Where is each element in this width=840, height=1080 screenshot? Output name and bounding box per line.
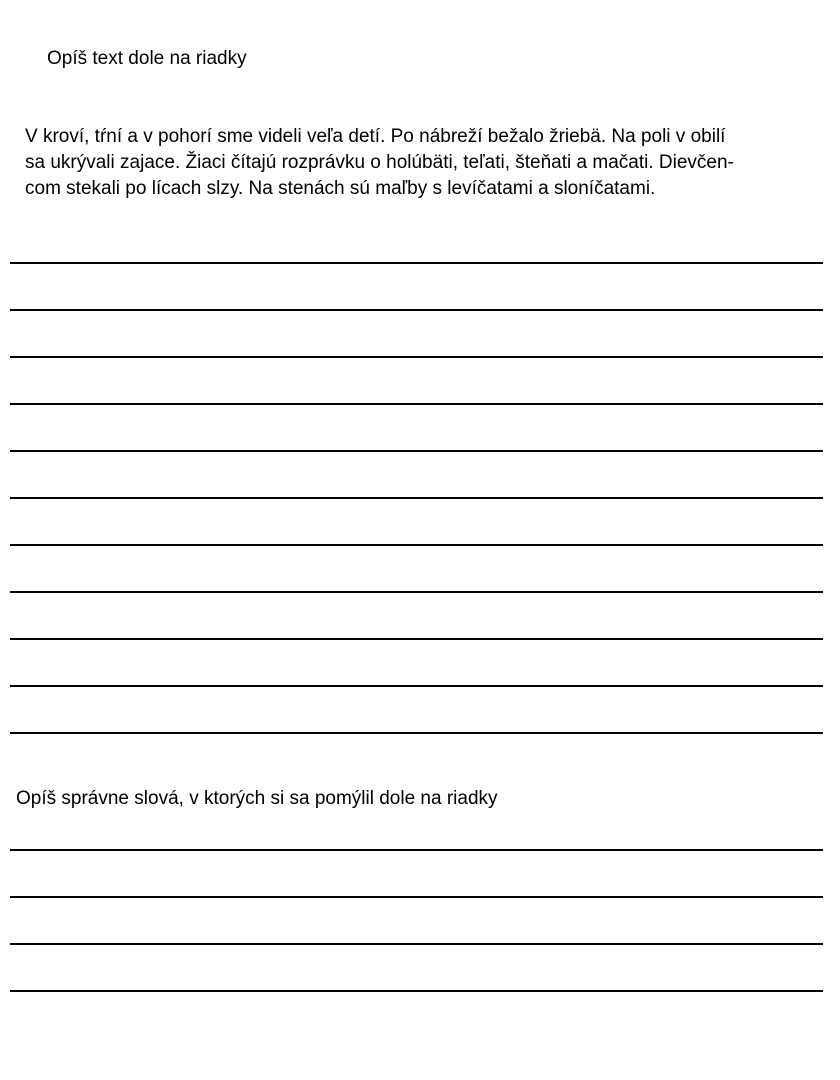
writing-line [10,591,823,593]
writing-line [10,849,823,851]
writing-line [10,309,823,311]
writing-line [10,990,823,992]
passage-line: sa ukrývali zajace. Žiaci čítajú rozprávku o holúbäti, teľati, šteňati a mačati. Dievčen- [25,152,734,173]
writing-line [10,450,823,452]
passage-line: V kroví, tŕní a v pohorí sme videli veľa detí. Po nábreží bežalo žriebä. Na poli v obilí [25,126,726,147]
writing-line [10,497,823,499]
passage-line: com stekali po lícach slzy. Na stenách sú maľby s levíčatami a sloníčatami. [25,178,656,199]
instruction-corrections-text: Opíš správne slová, v ktorých si sa pomýlil dole na riadky [16,788,498,809]
writing-line [10,732,823,734]
writing-line [10,403,823,405]
writing-line [10,638,823,640]
writing-line [10,943,823,945]
writing-line [10,356,823,358]
writing-line [10,544,823,546]
writing-line [10,896,823,898]
writing-line [10,685,823,687]
passage [25,124,734,202]
instruction-copy-text: Opíš text dole na riadky [47,48,247,69]
writing-line [10,262,823,264]
